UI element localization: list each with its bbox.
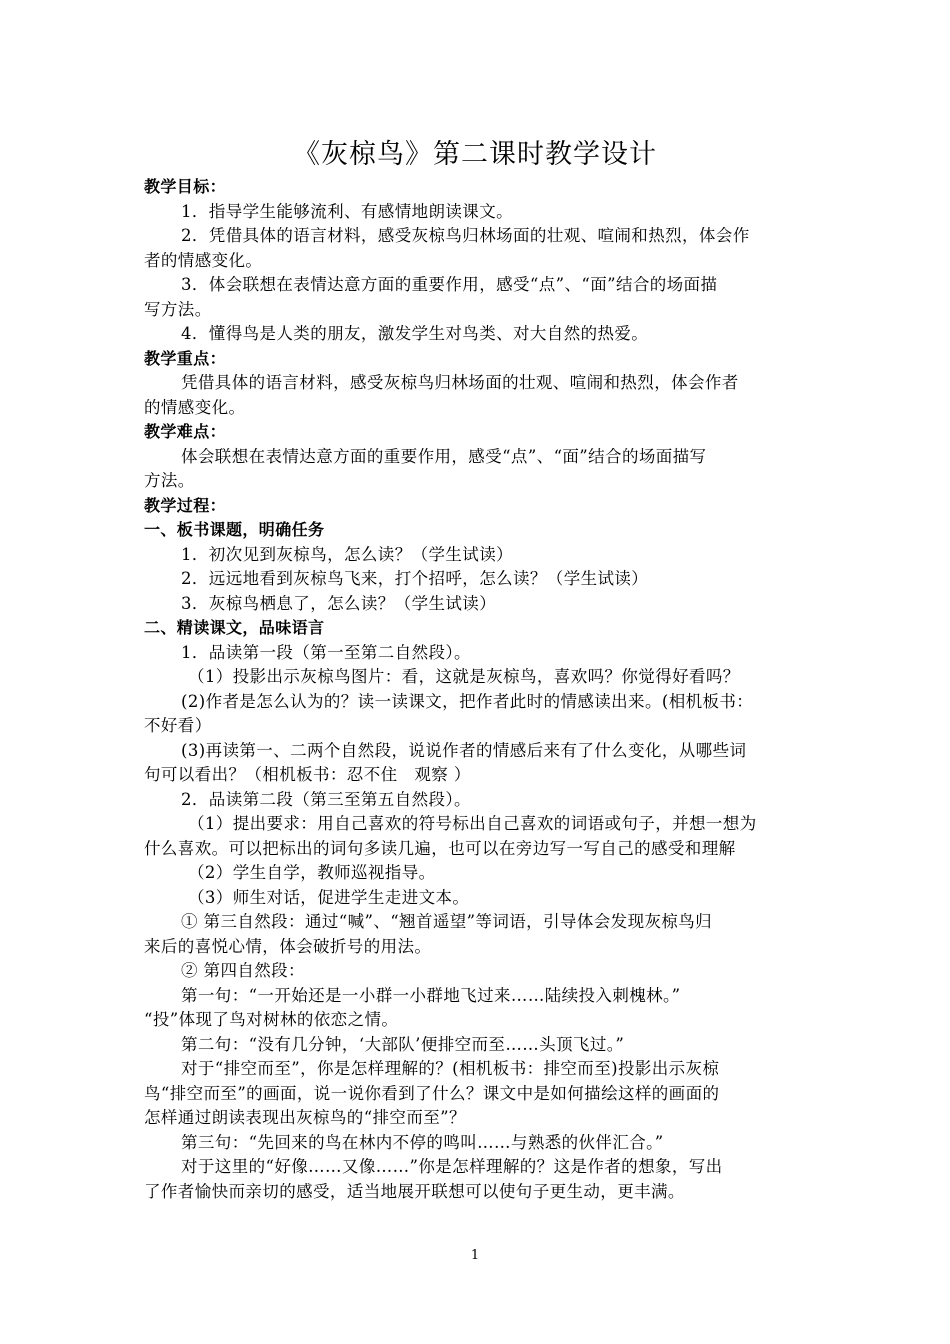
section-heading: 教学目标：	[144, 177, 227, 196]
text-line: 鸟“排空而至”的画面，说一说你看到了什么？课文中是如何描绘这样的画面的	[144, 1083, 720, 1103]
page-number: 1	[470, 1248, 480, 1263]
text-line: 1．品读第一段（第一至第二自然段）。	[181, 642, 471, 662]
text-line: 体会联想在表情达意方面的重要作用，感受“点”、“面”结合的场面描写	[181, 446, 707, 466]
text-line: 2．远远地看到灰椋鸟飞来，打个招呼，怎么读？（学生试读）	[181, 569, 649, 588]
text-line: 写方法。	[144, 299, 212, 319]
text-line: 3．灰椋鸟栖息了，怎么读？（学生试读）	[181, 593, 497, 613]
text-line: 的情感变化。	[144, 397, 246, 417]
text-line: ② 第四自然段：	[181, 961, 305, 980]
text-line: 句可以看出？（相机板书：忍不住 观察 ）	[144, 765, 471, 784]
text-line: (2)作者是怎么认为的？读一读课文，把作者此时的情感读出来。(相机板书：	[181, 691, 754, 711]
text-line: 来后的喜悦心情，体会破折号的用法。	[144, 936, 432, 956]
text-line: 第一句：“一开始还是一小群一小群地飞过来……陆续投入刺槐林。”	[181, 985, 681, 1005]
text-line: 3．体会联想在表情达意方面的重要作用，感受“点”、“面”结合的场面描	[181, 275, 718, 294]
text-line: 了作者愉快而亲切的感受，适当地展开联想可以使句子更生动，更丰满。	[144, 1181, 685, 1201]
text-line: 2．品读第二段（第三至第五自然段）。	[181, 789, 471, 809]
text-line: 4．懂得鸟是人类的朋友，激发学生对鸟类、对大自然的热爱。	[181, 324, 649, 343]
text-line: （2）学生自学，教师巡视指导。	[188, 863, 436, 882]
text-line: 1．指导学生能够流利、有感情地朗读课文。	[181, 201, 513, 221]
text-line: 1．初次见到灰椋鸟，怎么读？（学生试读）	[181, 544, 513, 564]
text-line: (3)再读第一、二两个自然段，说说作者的情感后来有了什么变化，从哪些词	[181, 740, 747, 760]
document-body	[144, 175, 810, 1204]
text-line: 对于这里的“好像……又像……”你是怎样理解的？这是作者的想象，写出	[181, 1157, 723, 1176]
section-heading: 教学难点：	[144, 422, 227, 441]
section-heading: 一、板书课题，明确任务	[144, 520, 325, 539]
text-line: “投”体现了鸟对树林的依恋之情。	[144, 1010, 399, 1029]
text-line: 不好看）	[144, 716, 212, 735]
text-line: 什么喜欢。可以把标出的词句多读几遍，也可以在旁边写一写自己的感受和理解	[144, 838, 736, 858]
section-heading: 教学过程：	[144, 495, 227, 515]
text-line: 对于“排空而至”，你是怎样理解的？(相机板书：排空而至)投影出示灰椋	[181, 1059, 720, 1078]
text-line: （1）提出要求：用自己喜欢的符号标出自己喜欢的词语或句子，并想一想为	[188, 814, 757, 833]
text-line: 怎样通过朗读表现出灰椋鸟的“排空而至”？	[144, 1108, 466, 1127]
text-line: 2．凭借具体的语言材料，感受灰椋鸟归林场面的壮观、喧闹和热烈，体会作	[181, 226, 750, 245]
text-line: 方法。	[144, 471, 195, 490]
text-line: 第三句：“先回来的鸟在林内不停的鸣叫……与熟悉的伙伴汇合。”	[181, 1132, 664, 1152]
page-title: 《灰椋鸟》第二课时教学设计	[293, 139, 657, 170]
text-line: （1）投影出示灰椋鸟图片：看，这就是灰椋鸟，喜欢吗？你觉得好看吗？	[188, 667, 740, 686]
text-line: 者的情感变化。	[144, 250, 263, 270]
section-heading: 教学重点：	[144, 348, 227, 368]
text-line: 凭借具体的语言材料，感受灰椋鸟归林场面的壮观、喧闹和热烈，体会作者	[181, 373, 739, 392]
section-heading: 二、精读课文，品味语言	[144, 618, 325, 637]
text-line: （3）师生对话，促进学生走进文本。	[188, 887, 470, 907]
text-line: 第二句：“没有几分钟，‘大部队’便排空而至……头顶飞过。”	[181, 1034, 625, 1054]
text-line: ① 第三自然段：通过“喊”、“翘首遥望”等词语，引导体会发现灰椋鸟归	[181, 912, 713, 931]
